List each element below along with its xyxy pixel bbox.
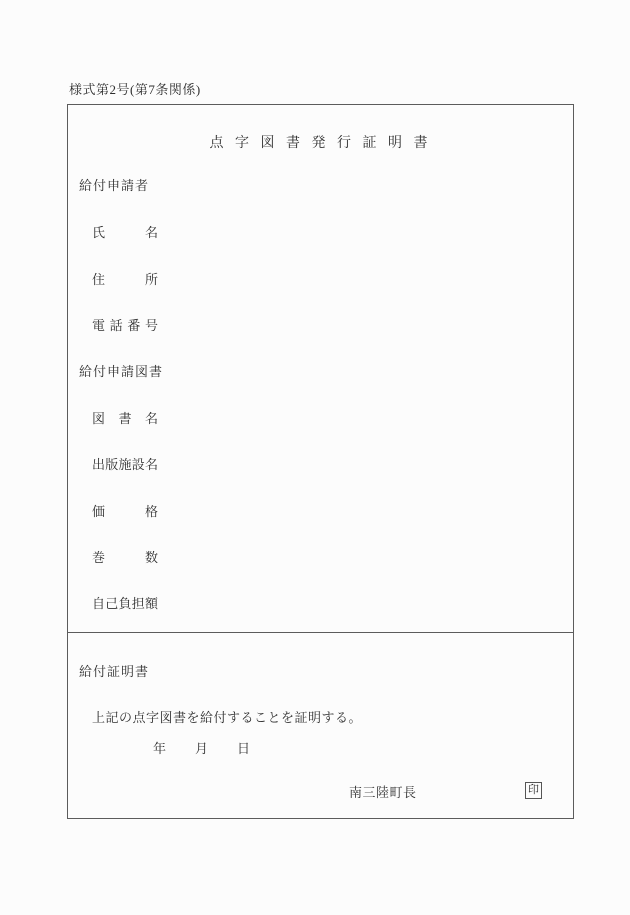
section-heading-applicant: 給付申請者 — [79, 178, 150, 193]
date-month-label: 月 — [195, 741, 209, 756]
field-label-book-name: 図書名 — [92, 411, 158, 426]
certification-statement: 上記の点字図書を給付することを証明する。 — [92, 710, 363, 725]
date-day-label: 日 — [237, 741, 251, 756]
section-heading-books: 給付申請図書 — [79, 364, 164, 379]
certificate-title: 点 字 図 書 発 行 証 明 書 — [209, 136, 432, 151]
date-year-label: 年 — [153, 741, 167, 756]
mayor-signature-label: 南三陸町長 — [349, 785, 417, 800]
seal-mark: 印 — [525, 782, 542, 799]
certificate-form-box — [67, 104, 574, 819]
field-label-publisher: 出版施設名 — [92, 457, 158, 472]
section-divider — [68, 632, 573, 633]
field-label-price: 価格 — [92, 504, 158, 519]
field-label-address: 住所 — [92, 272, 158, 287]
field-label-name: 氏名 — [92, 225, 158, 240]
form-number-label: 様式第2号(第7条関係) — [69, 82, 201, 97]
field-label-phone: 電話番号 — [92, 318, 158, 333]
section-heading-certify: 給付証明書 — [79, 664, 150, 679]
field-label-copay: 自己負担額 — [92, 596, 158, 611]
date-line — [153, 742, 250, 755]
field-label-volumes: 巻数 — [92, 550, 158, 565]
